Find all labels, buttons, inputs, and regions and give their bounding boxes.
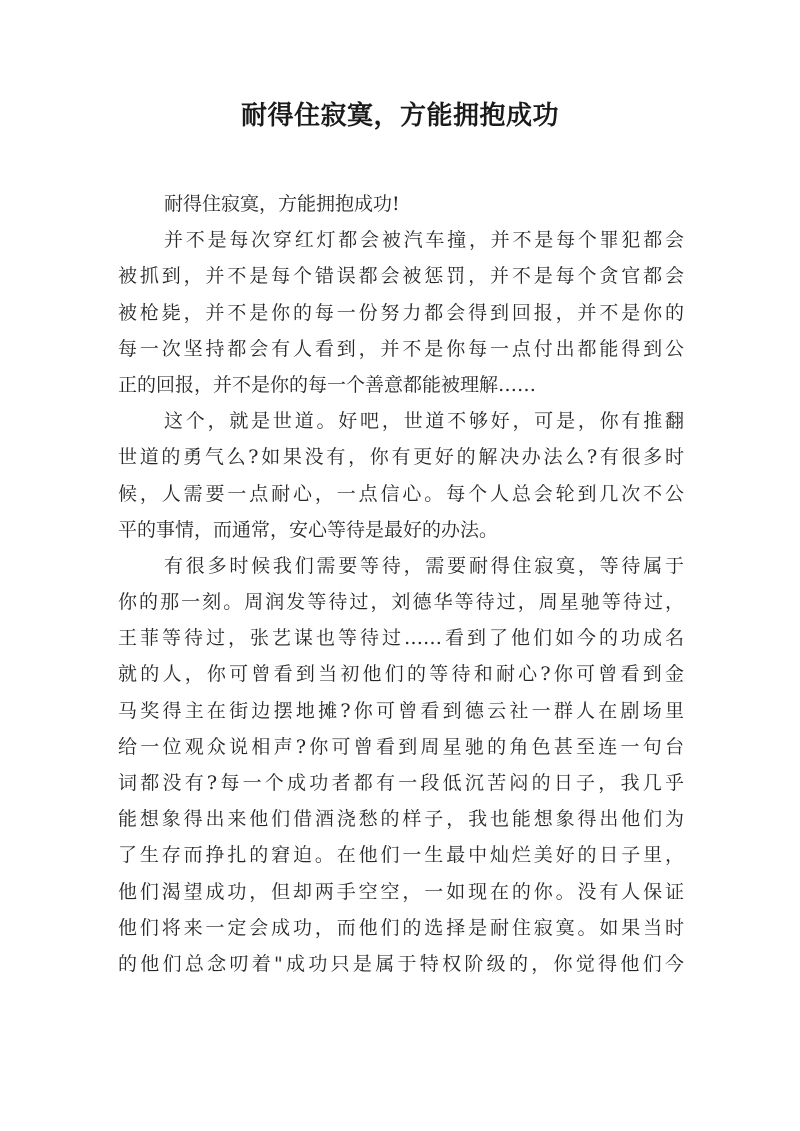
- text-line: 候，人需要一点耐心，一点信心。每个人总会轮到几次不公: [118, 482, 684, 505]
- text-line: 正的回报，并不是你的每一个善意都能被理解……: [118, 373, 537, 396]
- text-line: 每一次坚持都会有人看到，并不是你每一点付出都能得到公: [118, 337, 684, 360]
- text-line: 王菲等待过，张艺谋也等待过……看到了他们如今的功成名: [118, 627, 684, 650]
- text-line: 耐得住寂寞，方能拥抱成功!: [164, 193, 400, 215]
- text-line: 了生存而挣扎的窘迫。在他们一生最中灿烂美好的日子里，: [118, 844, 684, 867]
- text-line: 有很多时候我们需要等待，需要耐得住寂寞，等待属于: [164, 554, 684, 577]
- text-line: 被抓到，并不是每个错误都会被惩罚，并不是每个贪官都会: [118, 265, 684, 288]
- document-body: [118, 186, 684, 982]
- text-line: 马奖得主在街边摆地摊?你可曾看到德云社一群人在剧场里: [118, 699, 684, 722]
- text-line: 被枪毙，并不是你的每一份努力都会得到回报，并不是你的: [118, 301, 684, 324]
- text-line: 平的事情，而通常，安心等待是最好的办法。: [118, 518, 499, 541]
- text-line: 的他们总念叨着"成功只是属于特权阶级的，你觉得他们今: [118, 952, 684, 975]
- document-title: 耐得住寂寞，方能拥抱成功: [240, 101, 559, 131]
- text-line: 能想象得出来他们借酒浇愁的样子，我也能想象得出他们为: [118, 808, 684, 831]
- text-line: 并不是每次穿红灯都会被汽车撞，并不是每个罪犯都会: [164, 229, 684, 252]
- text-line: 他们渴望成功，但却两手空空，一如现在的你。没有人保证: [118, 880, 684, 903]
- text-line: 你的那一刻。周润发等待过，刘德华等待过，周星驰等待过，: [118, 591, 684, 614]
- text-line: 他们将来一定会成功，而他们的选择是耐住寂寞。如果当时: [118, 916, 684, 939]
- text-line: 词都没有?每一个成功者都有一段低沉苦闷的日子，我几乎: [118, 772, 684, 794]
- text-line: 这个，就是世道。好吧，世道不够好，可是，你有推翻: [164, 410, 684, 433]
- text-line: 给一位观众说相声?你可曾看到周星驰的角色甚至连一句台: [118, 735, 684, 758]
- text-line: 世道的勇气么?如果没有，你有更好的解决办法么?有很多时: [118, 446, 684, 469]
- text-line: 就的人，你可曾看到当初他们的等待和耐心?你可曾看到金: [118, 663, 684, 686]
